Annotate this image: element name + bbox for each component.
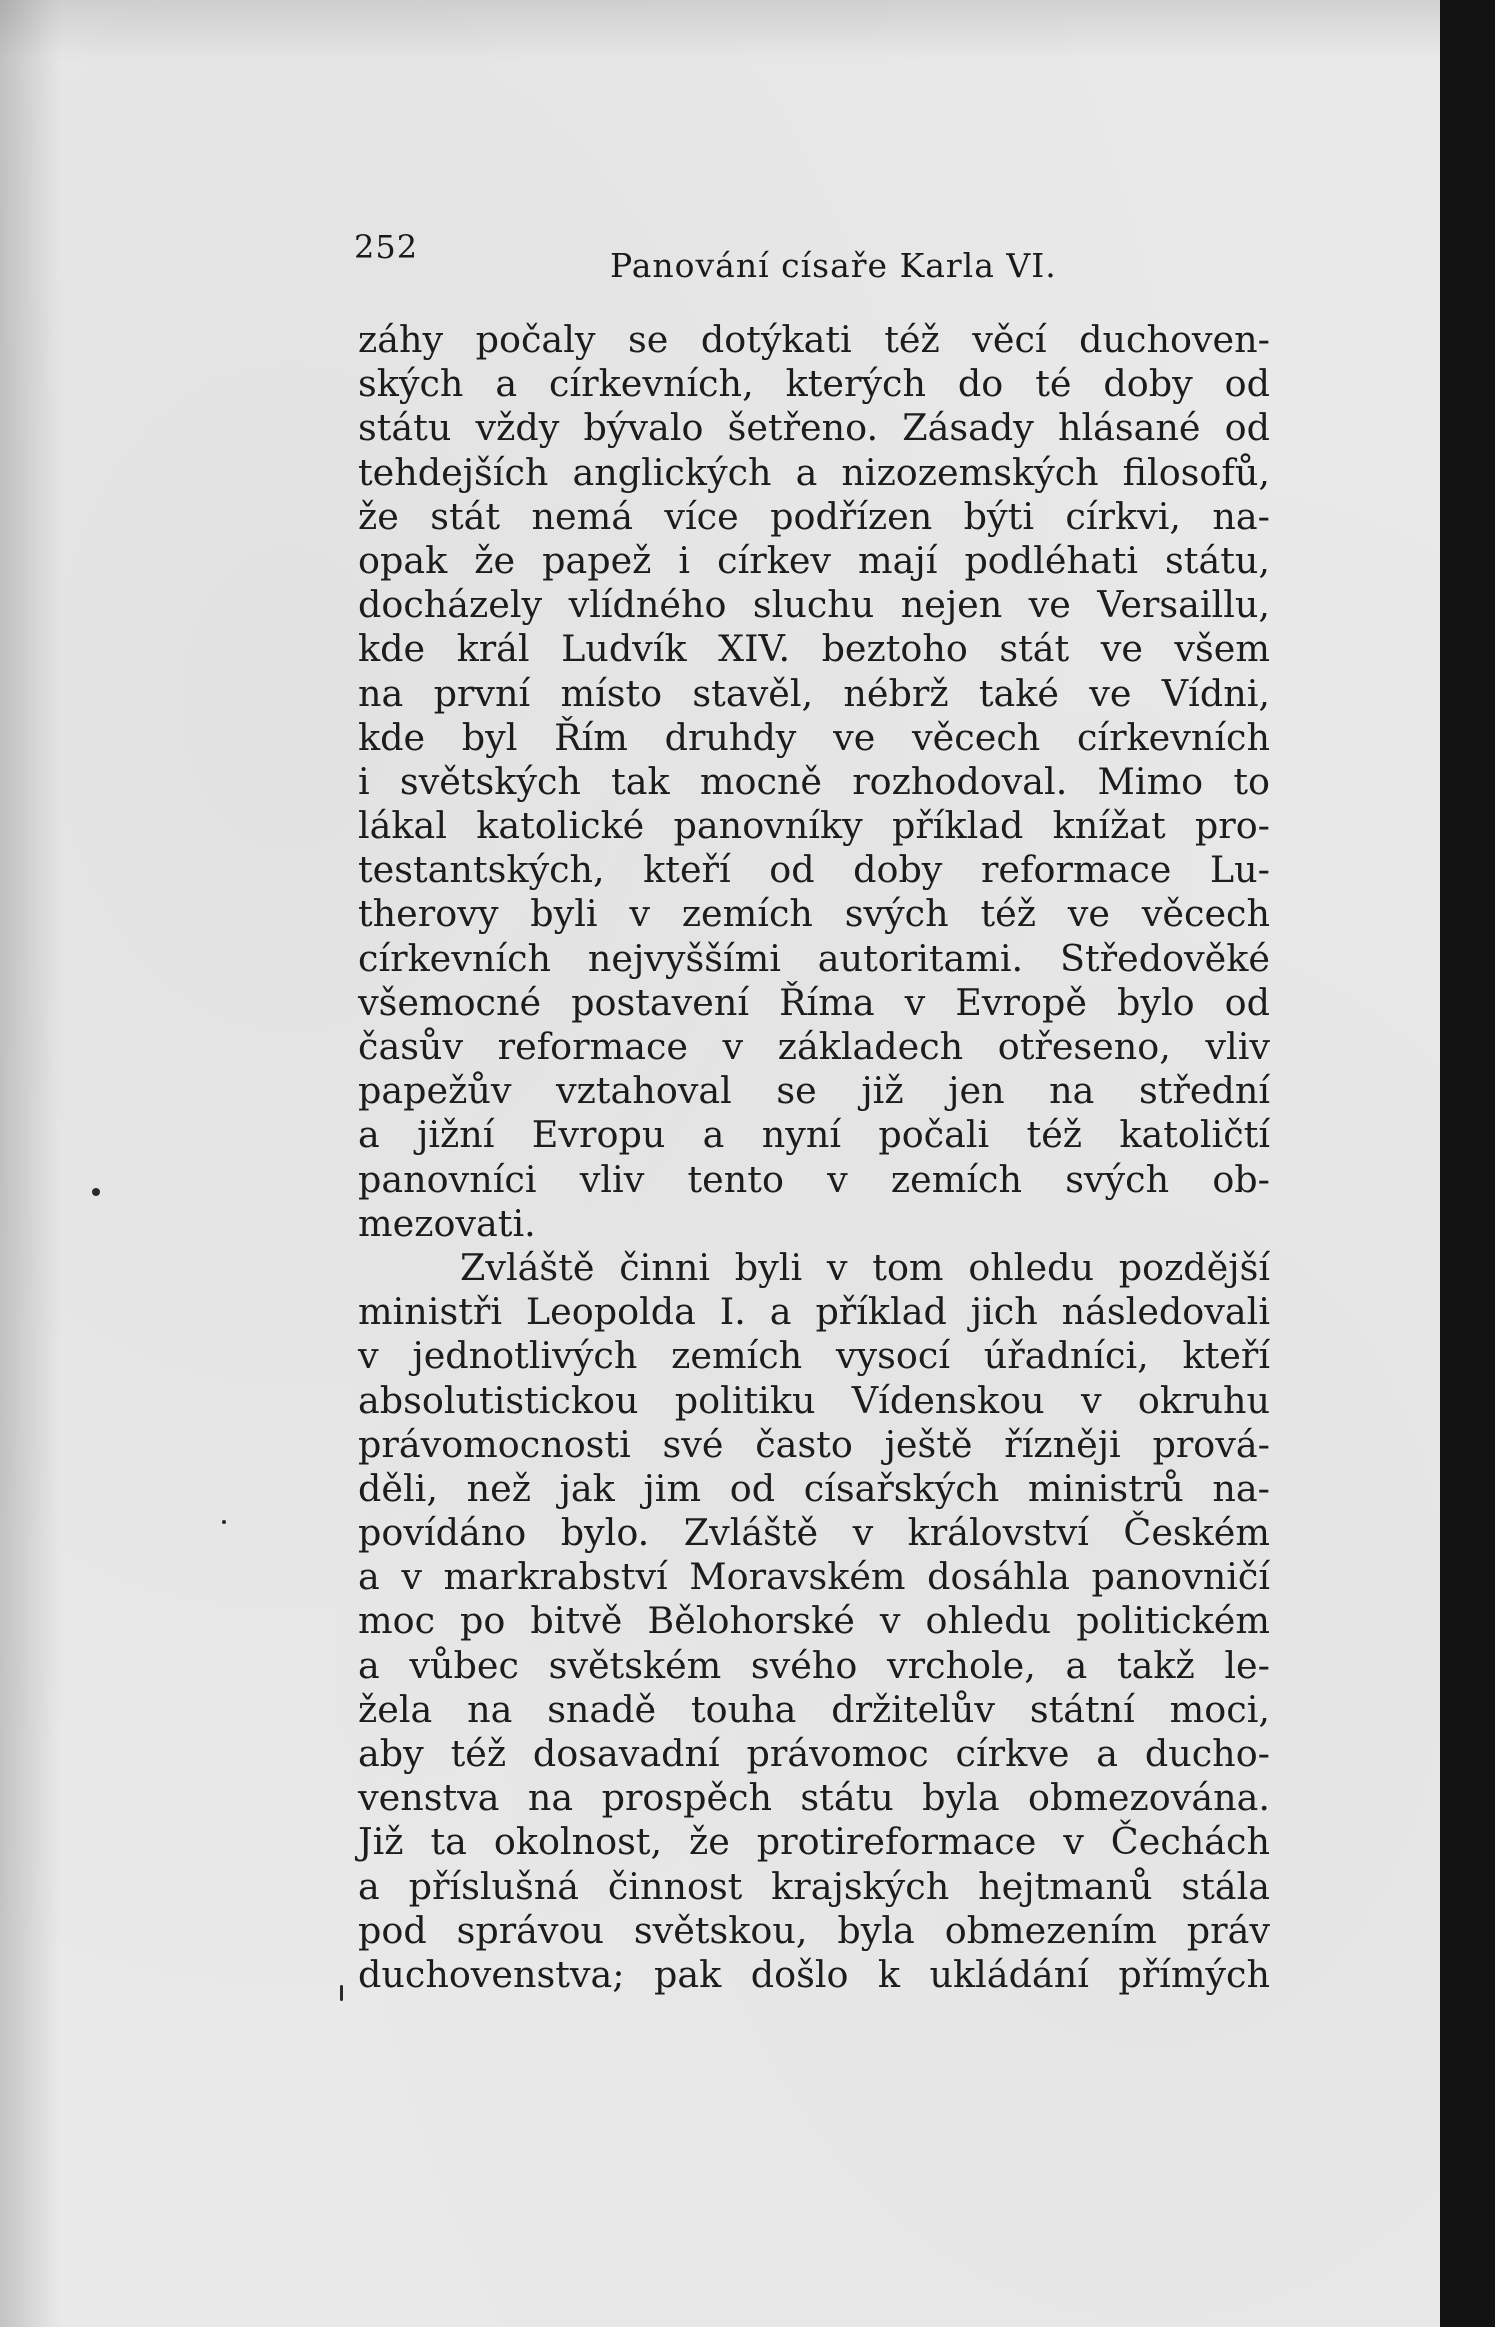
text-line: právomocnosti své často ještě řízněji prová- <box>358 1422 1270 1466</box>
text-line: Již ta okolnost, že protireformace v Čechách <box>358 1820 1270 1864</box>
text-line: i světských tak mocně rozhodoval. Mimo to <box>358 759 1270 803</box>
text-line: že stát nemá více podřízen býti církvi, na- <box>358 494 1270 538</box>
page-header <box>354 228 1284 288</box>
text-line: žela na snadě touha držitelův státní moci, <box>358 1687 1270 1731</box>
body-text <box>358 318 1270 1997</box>
text-line: tehdejších anglických a nizozemských filosofů, <box>358 450 1270 494</box>
running-title: Panování císaře Karla VI. <box>610 246 1057 285</box>
text-line: a v markrabství Moravském dosáhla panovničí <box>358 1555 1270 1599</box>
page-top-shadow <box>0 0 1440 60</box>
text-line: děli, než jak jim od císařských ministrů na- <box>358 1466 1270 1510</box>
text-line: všemocné postavení Říma v Evropě bylo od <box>358 980 1270 1024</box>
text-line: papežův vztahoval se již jen na střední <box>358 1069 1270 1113</box>
text-line: církevních nejvyššími autoritami. Středověké <box>358 936 1270 980</box>
text-line: na první místo stavěl, nébrž také ve Vídni, <box>358 671 1270 715</box>
paragraph-start-line: Zvláště činni byli v tom ohledu pozdější <box>460 1245 1270 1289</box>
scan-edge-strip <box>1440 0 1495 2327</box>
text-line: docházely vlídného sluchu nejen ve Versaillu, <box>358 583 1270 627</box>
text-line: ministři Leopolda I. a příklad jich následovali <box>358 1290 1270 1334</box>
page-gutter-shadow <box>0 0 60 2327</box>
text-line: panovníci vliv tento v zemích svých ob- <box>358 1157 1270 1201</box>
text-line: therovy byli v zemích svých též ve věcech <box>358 892 1270 936</box>
text-line: v jednotlivých zemích vysocí úřadníci, kteří <box>358 1334 1270 1378</box>
text-line: povídáno bylo. Zvláště v království Českém <box>358 1511 1270 1555</box>
text-line: státu vždy bývalo šetřeno. Zásady hlásané od <box>358 406 1270 450</box>
text-line: aby též dosavadní právomoc církve a ducho- <box>358 1732 1270 1775</box>
text-line: pod správou světskou, byla obmezením práv <box>358 1908 1270 1952</box>
ink-speck <box>92 1188 100 1196</box>
text-line: moc po bitvě Bělohorské v ohledu politickém <box>358 1599 1270 1643</box>
text-line: testantských, kteří od doby reformace Lu- <box>358 848 1270 892</box>
ink-speck <box>222 1520 226 1524</box>
text-line: záhy počaly se dotýkati též věcí duchoven- <box>358 318 1270 361</box>
text-line: lákal katolické panovníky příklad knížat pro- <box>358 804 1270 848</box>
paragraph-end-line: mezovati. <box>358 1201 536 1245</box>
text-line: a jižní Evropu a nyní počali též katoličtí <box>358 1113 1270 1157</box>
page-number: 252 <box>354 228 419 266</box>
text-line: kde král Ludvík XIV. beztoho stát ve všem <box>358 627 1270 671</box>
text-line: venstva na prospěch státu byla obmezována. <box>358 1776 1270 1820</box>
ink-speck <box>340 1985 343 2001</box>
text-line: a vůbec světském svého vrchole, a takž le- <box>358 1643 1270 1687</box>
text-line: duchovenstva; pak došlo k ukládání přímých <box>358 1952 1270 1996</box>
text-line: kde byl Řím druhdy ve věcech církevních <box>358 715 1270 759</box>
text-line: absolutistickou politiku Vídenskou v okruhu <box>358 1378 1270 1422</box>
text-line: časův reformace v základech otřeseno, vliv <box>358 1025 1270 1068</box>
text-line: a příslušná činnost krajských hejtmanů stála <box>358 1864 1270 1908</box>
text-line: opak že papež i církev mají podléhati státu, <box>358 538 1270 582</box>
text-line: ských a církevních, kterých do té doby od <box>358 362 1270 406</box>
